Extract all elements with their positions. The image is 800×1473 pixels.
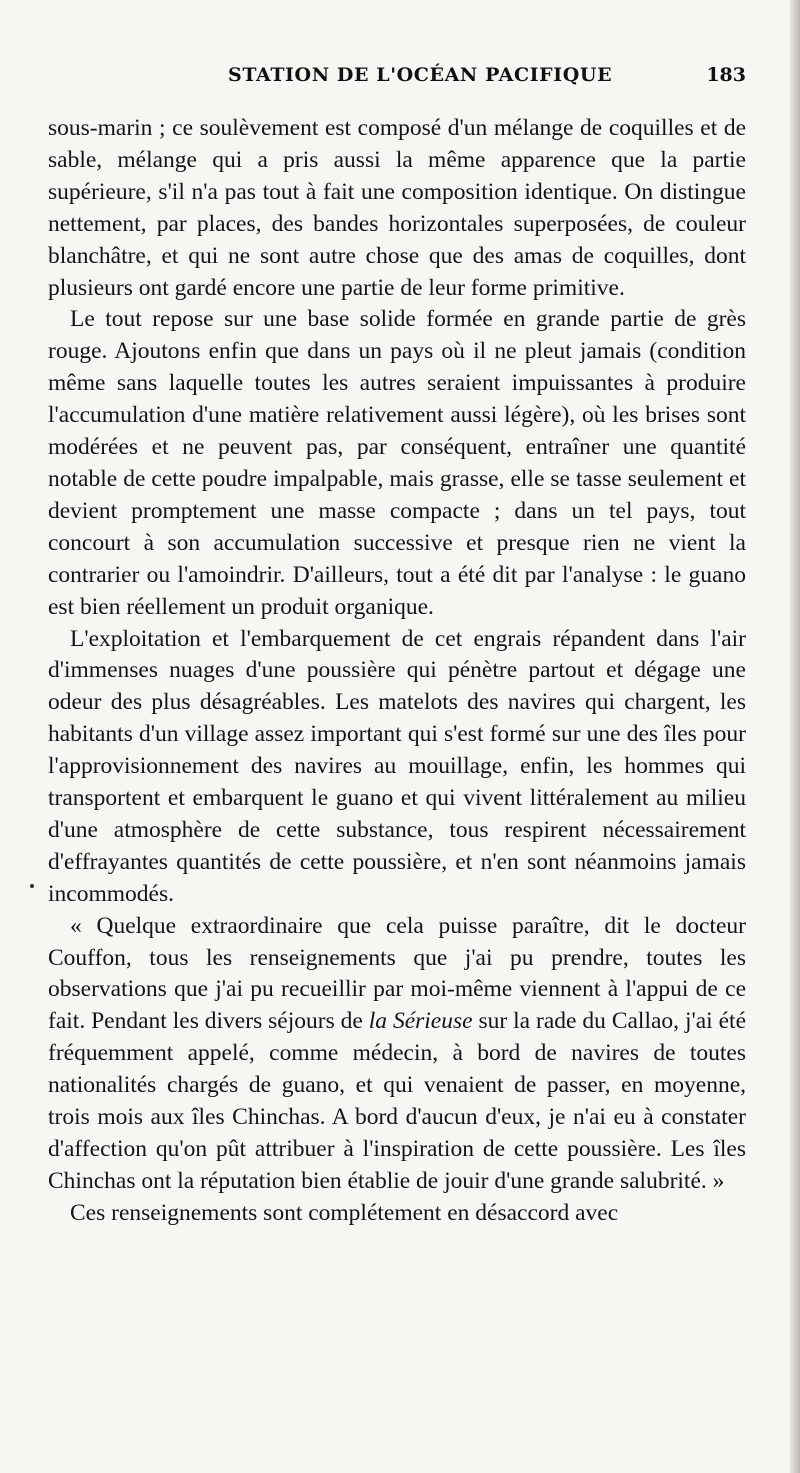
page-number: 183 (706, 64, 746, 86)
page-binding-edge (790, 0, 800, 1473)
running-title: STATION DE L'OCÉAN PACIFIQUE (228, 64, 613, 86)
paragraph-5: Ces renseignements sont complétement en désaccord avec (70, 1199, 619, 1226)
paragraph-4-quote (48, 911, 746, 1198)
margin-mark (30, 884, 34, 888)
paragraph-1: sous-marin ; ce soulèvement est composé d'un mélange de coquilles et de sable, mélange qui a pris aussi la même apparence que la partie supérieure, s'il n'a pas tout à fait une composition identique. On distingue nettement, par places, des bandes horizontales superposées, de couleur blanchâtre, et qui ne sont autre chose que des amas de coquilles, dont plusieurs ont gardé encore une partie de leur forme primitive. (48, 115, 746, 301)
page-header (48, 64, 746, 94)
quote-text-before: « Quelque extraordinaire que cela puisse paraître, dit le docteur Couffon, tous les renseignements que j'ai pu prendre, toutes les observations que j'ai pu recueillir par moi-même viennent à l'appui de ce fait. Pendant les divers séjours de (48, 912, 746, 1035)
paragraph-2: Le tout repose sur une base solide formée en grande partie de grès rouge. Ajoutons enfin que dans un pays où il ne pleut jamais (condition même sans laquelle toutes les autres seraient impuissantes à produire l'accumulation d'une matière relativement aussi légère), où les brises sont modérées et ne peuvent pas, par conséquent, entraîner une quantité notable de cette poudre impalpable, mais grasse, elle se tasse seulement et devient promptement une masse compacte ; dans un tel pays, tout concourt à son accumulation successive et presque rien ne vient la contrarier ou l'amoindrir. D'ailleurs, tout a été dit par l'analyse : le guano est bien réellement un produit organique. (48, 306, 746, 620)
body-text (48, 113, 746, 1230)
quote-text-after: sur la rade du Callao, j'ai été fréquemment appelé, comme médecin, à bord de navires de toutes nationalités chargés de guano, et qui venaient de passer, en moyenne, trois mois aux îles Chinchas. A bord d'aucun d'eux, je n'ai eu à constater d'affection qu'on pût attribuer à l'inspiration de cette poussière. Les îles Chinchas ont la réputation bien établie de jouir d'une grande salubrité. » (48, 1008, 747, 1194)
ship-name: la Sérieuse (368, 1008, 473, 1035)
paragraph-3: L'exploitation et l'embarquement de cet engrais répandent dans l'air d'immenses nuages d'une poussière qui pénètre partout et dégage une odeur des plus désagréables. Les matelots des navires qui chargent, les habitants d'un village assez important qui s'est formé sur une des îles pour l'approvisionnement des navires au mouillage, enfin, les hommes qui transportent et embarquent le guano et qui vivent littéralement au milieu d'une atmosphère de cette substance, tous respirent nécessairement d'effrayantes quantités de cette poussière, et n'en sont néanmoins jamais incommodés. (48, 625, 746, 907)
